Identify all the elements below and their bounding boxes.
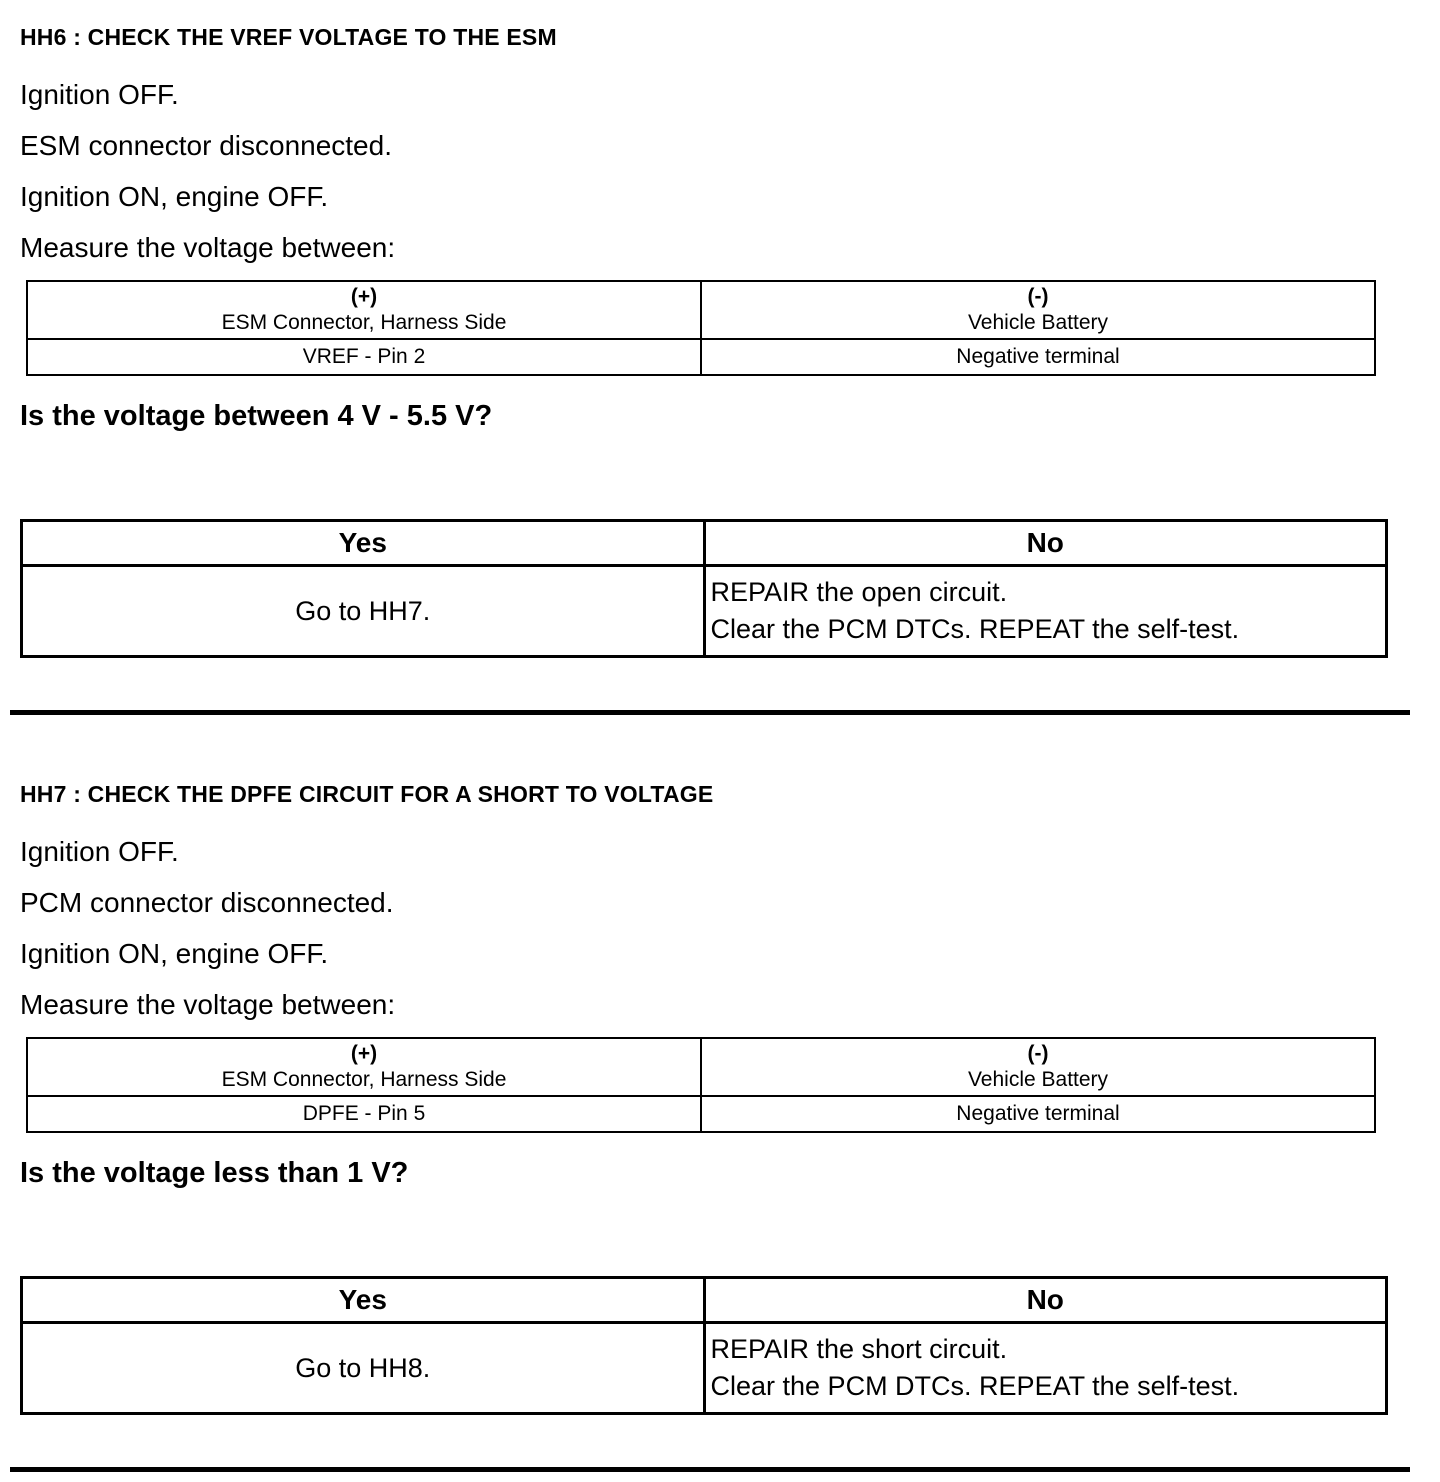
negative-value: Negative terminal [701,1096,1375,1132]
no-action-line: REPAIR the short circuit. [710,1334,1008,1364]
result-table [20,519,1388,658]
no-action-line: Clear the PCM DTCs. REPEAT the self-test. [710,614,1240,644]
positive-label: (+) [350,1042,378,1065]
measure-table [26,1037,1376,1133]
negative-label: (-) [1027,285,1049,308]
result-body-row [22,566,1387,657]
step-line: Ignition ON, engine OFF. [20,181,329,212]
measure-intro: Measure the voltage between: [20,989,396,1020]
positive-label: (+) [350,285,378,308]
result-table [20,1276,1388,1415]
negative-desc: Vehicle Battery [967,1068,1109,1091]
result-header-row [22,1278,1387,1323]
yes-header: Yes [22,521,705,566]
yes-header: Yes [22,1278,705,1323]
section-divider [10,1467,1410,1472]
step-line: Ignition ON, engine OFF. [20,938,329,969]
measure-value-row [27,339,1375,375]
negative-value: Negative terminal [701,339,1375,375]
measure-header-row [27,1038,1375,1096]
measure-header-negative [701,281,1375,339]
no-action [704,566,1387,657]
section-heading: HH7 : CHECK THE DPFE CIRCUIT FOR A SHORT TO VOLTAGE [20,781,714,807]
result-header-row [22,521,1387,566]
measure-table [26,280,1376,376]
result-body-row [22,1323,1387,1414]
measure-intro: Measure the voltage between: [20,232,396,263]
no-action [704,1323,1387,1414]
section-heading: HH6 : CHECK THE VREF VOLTAGE TO THE ESM [20,24,557,50]
no-header: No [704,521,1387,566]
positive-value: VREF - Pin 2 [27,339,701,375]
negative-label: (-) [1027,1042,1049,1065]
measure-header-positive [27,1038,701,1096]
section-hh6 [20,24,1420,658]
positive-desc: ESM Connector, Harness Side [221,1068,507,1091]
no-action-line: REPAIR the open circuit. [710,577,1008,607]
question-text: Is the voltage less than 1 V? [20,1157,409,1189]
measure-header-row [27,281,1375,339]
negative-desc: Vehicle Battery [967,311,1109,334]
step-line: ESM connector disconnected. [20,130,392,161]
step-line: Ignition OFF. [20,79,179,110]
measure-value-row [27,1096,1375,1132]
measure-header-negative [701,1038,1375,1096]
section-divider [10,710,1410,715]
section-hh7 [20,781,1420,1415]
no-header: No [704,1278,1387,1323]
measure-header-positive [27,281,701,339]
no-action-line: Clear the PCM DTCs. REPEAT the self-test. [710,1371,1240,1401]
step-line: Ignition OFF. [20,836,179,867]
positive-desc: ESM Connector, Harness Side [221,311,507,334]
positive-value: DPFE - Pin 5 [27,1096,701,1132]
yes-action: Go to HH7. [22,566,705,657]
yes-action: Go to HH8. [22,1323,705,1414]
question-text: Is the voltage between 4 V - 5.5 V? [20,400,493,432]
step-line: PCM connector disconnected. [20,887,394,918]
